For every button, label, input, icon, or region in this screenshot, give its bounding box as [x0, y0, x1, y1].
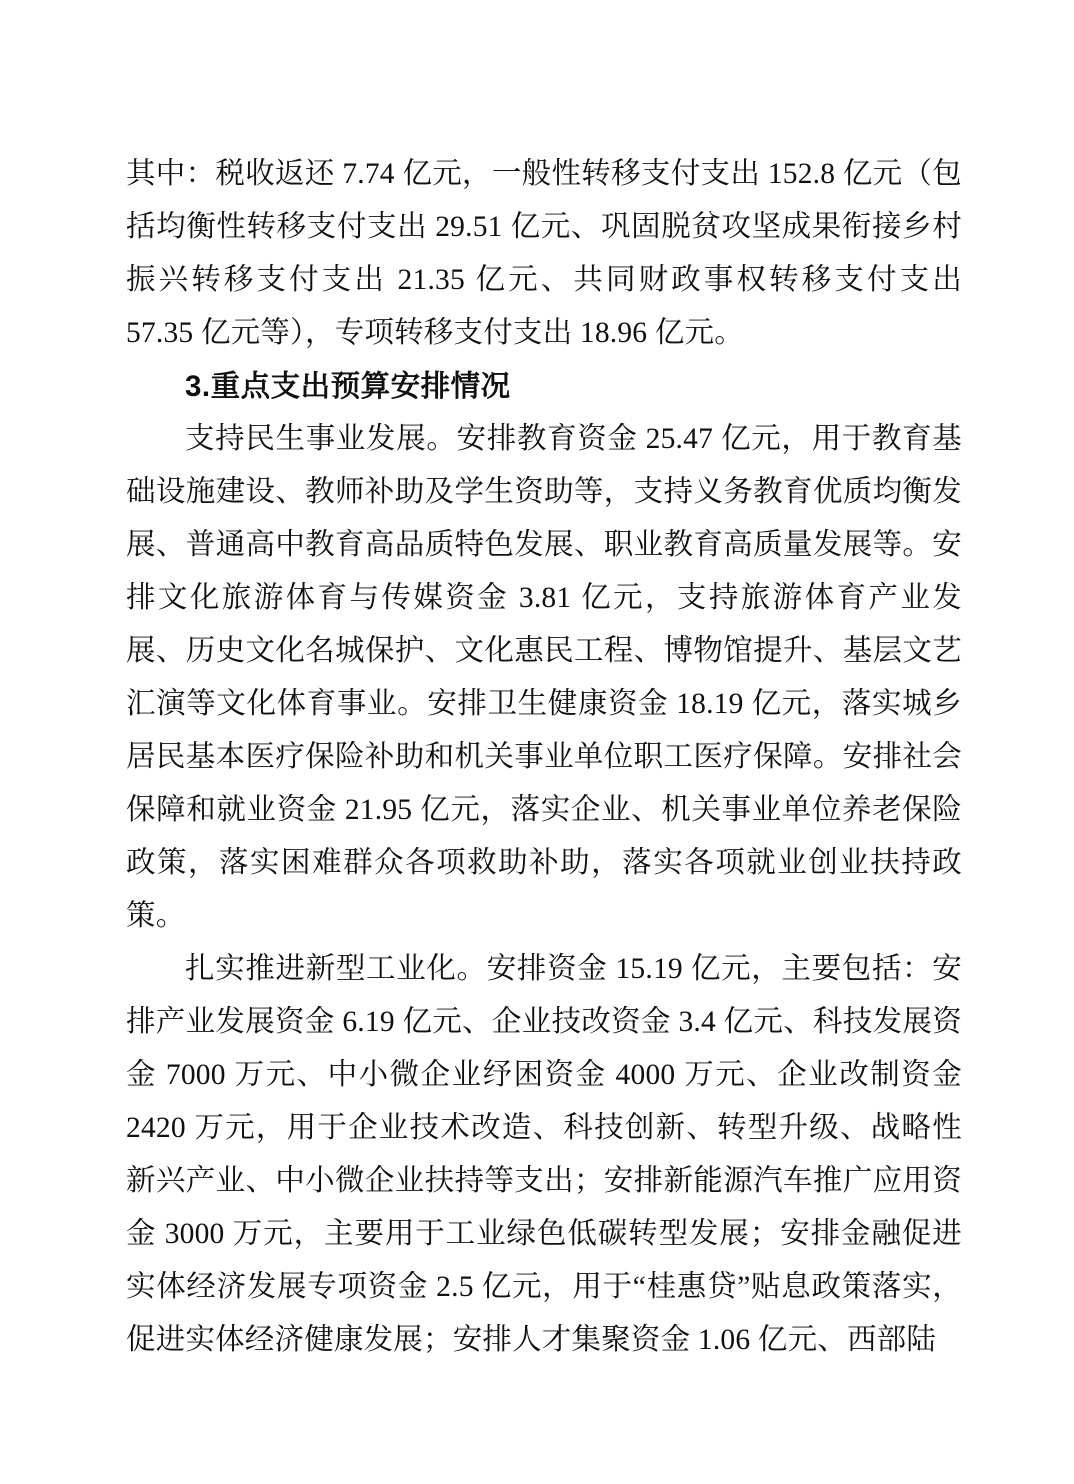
- paragraph-industrialization: 扎实推进新型工业化。安排资金 15.19 亿元，主要包括：安排产业发展资金 6.19 亿元、企业技改资金 3.4 亿元、科技发展资金 7000 万元、中小微企业纾困资金 4000 万元、企业改制资金 2420 万元，用于企业技术改造、科技创新、转型升级、战略性新兴产业、中小微企业扶持等支出；安排新能源汽车推广应用资金 3000 万元，主要用于工业绿色低碳转型发展；安排金融促进实体经济发展专项资金 2.5 亿元，用于“桂惠贷”贴息政策落实，促进实体经济健康发展；安排人才集聚资金 1.06 亿元、西部陆: [126, 953, 962, 1356]
- paragraph-livelihood: 支持民生事业发展。安排教育资金 25.47 亿元，用于教育基础设施建设、教师补助及学生资助等，支持义务教育优质均衡发展、普通高中教育高品质特色发展、职业教育高质量发展等。安排文化旅游体育与传媒资金 3.81 亿元，支持旅游体育产业发展、历史文化名城保护、文化惠民工程、博物馆提升、基层文艺汇演等文化体育事业。安排卫生健康资金 18.19 亿元，落实城乡居民基本医疗保险补助和机关事业单位职工医疗保障。安排社会保障和就业资金 21.95 亿元，落实企业、机关事业单位养老保险政策，落实困难群众各项救助补助，落实各项就业创业扶持政策。: [126, 423, 962, 932]
- heading-key-expenditure: 3.重点支出预算安排情况: [185, 370, 511, 403]
- paragraph-transfer-payments: 其中：税收返还 7.74 亿元，一般性转移支付支出 152.8 亿元（包括均衡性转移支付支出 29.51 亿元、巩固脱贫攻坚成果衔接乡村振兴转移支付支出 21.35 亿元、共同财政事权转移支付支出 57.35 亿元等），专项转移支付支出 18.96 亿元。: [126, 158, 962, 349]
- document-body: [126, 148, 962, 1367]
